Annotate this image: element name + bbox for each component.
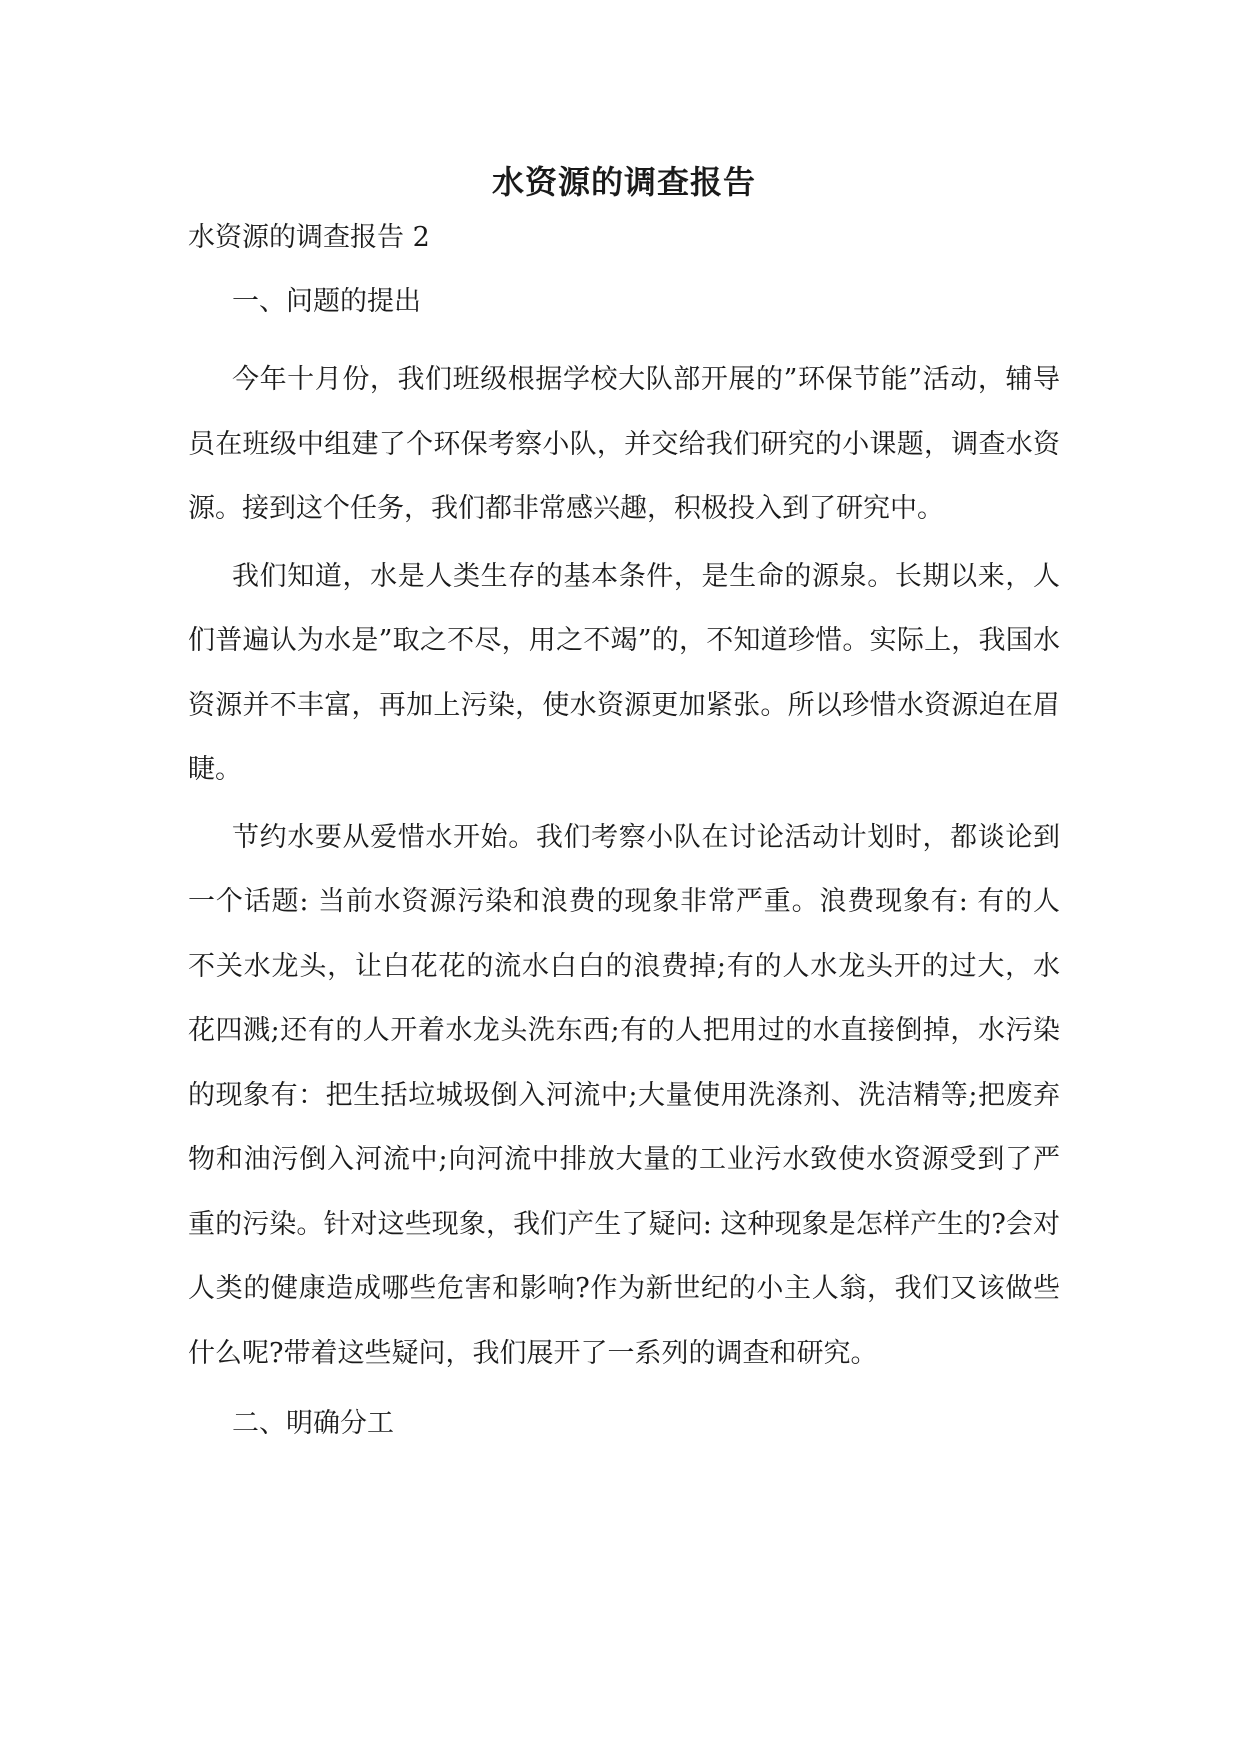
paragraph-1: 今年十月份，我们班级根据学校大队部开展的”环保节能”活动，辅导员在班级中组建了个环保考察小队，并交给我们研究的小课题，调查水资源。接到这个任务，我们都非常感兴趣，积极投入到了研究中。	[188, 364, 1060, 524]
section-heading-2: 二、明确分工	[232, 1408, 394, 1439]
section-heading-1: 一、问题的提出	[232, 286, 421, 317]
document-body	[188, 160, 1060, 1442]
paragraph-3: 节约水要从爱惜水开始。我们考察小队在讨论活动计划时，都谈论到一个话题: 当前水资源污染和浪费的现象非常严重。浪费现象有: 有的人不关水龙头，让白花花的流水白白的浪费掉;有的人水龙头开的过大，水花四溅;还有的人开着水龙头洗东西;有的人把用过的水直接倒掉，水污染的现象有：把生括垃城圾倒入河流中;大量使用洗涤剂、洗洁精等;把废弃物和油污倒入河流中;向河流中排放大量的工业污水致使水资源受到了严重的污染。针对这些现象，我们产生了疑问: 这种现象是怎样产生的?会对人类的健康造成哪些危害和影响?作为新世纪的小主人翁，我们又该做些什么呢?带着这些疑问，我们展开了一系列的调查和研究。	[188, 821, 1060, 1369]
document-subtitle: 水资源的调查报告 2	[188, 222, 430, 253]
document-title: 水资源的调查报告	[491, 163, 756, 201]
paragraph-2: 我们知道，水是人类生存的基本条件，是生命的源泉。长期以来，人们普遍认为水是”取之不尽，用之不竭”的，不知道珍惜。实际上，我国水资源并不丰富，再加上污染，使水资源更加紧张。所以珍惜水资源迫在眉睫。	[188, 560, 1060, 785]
